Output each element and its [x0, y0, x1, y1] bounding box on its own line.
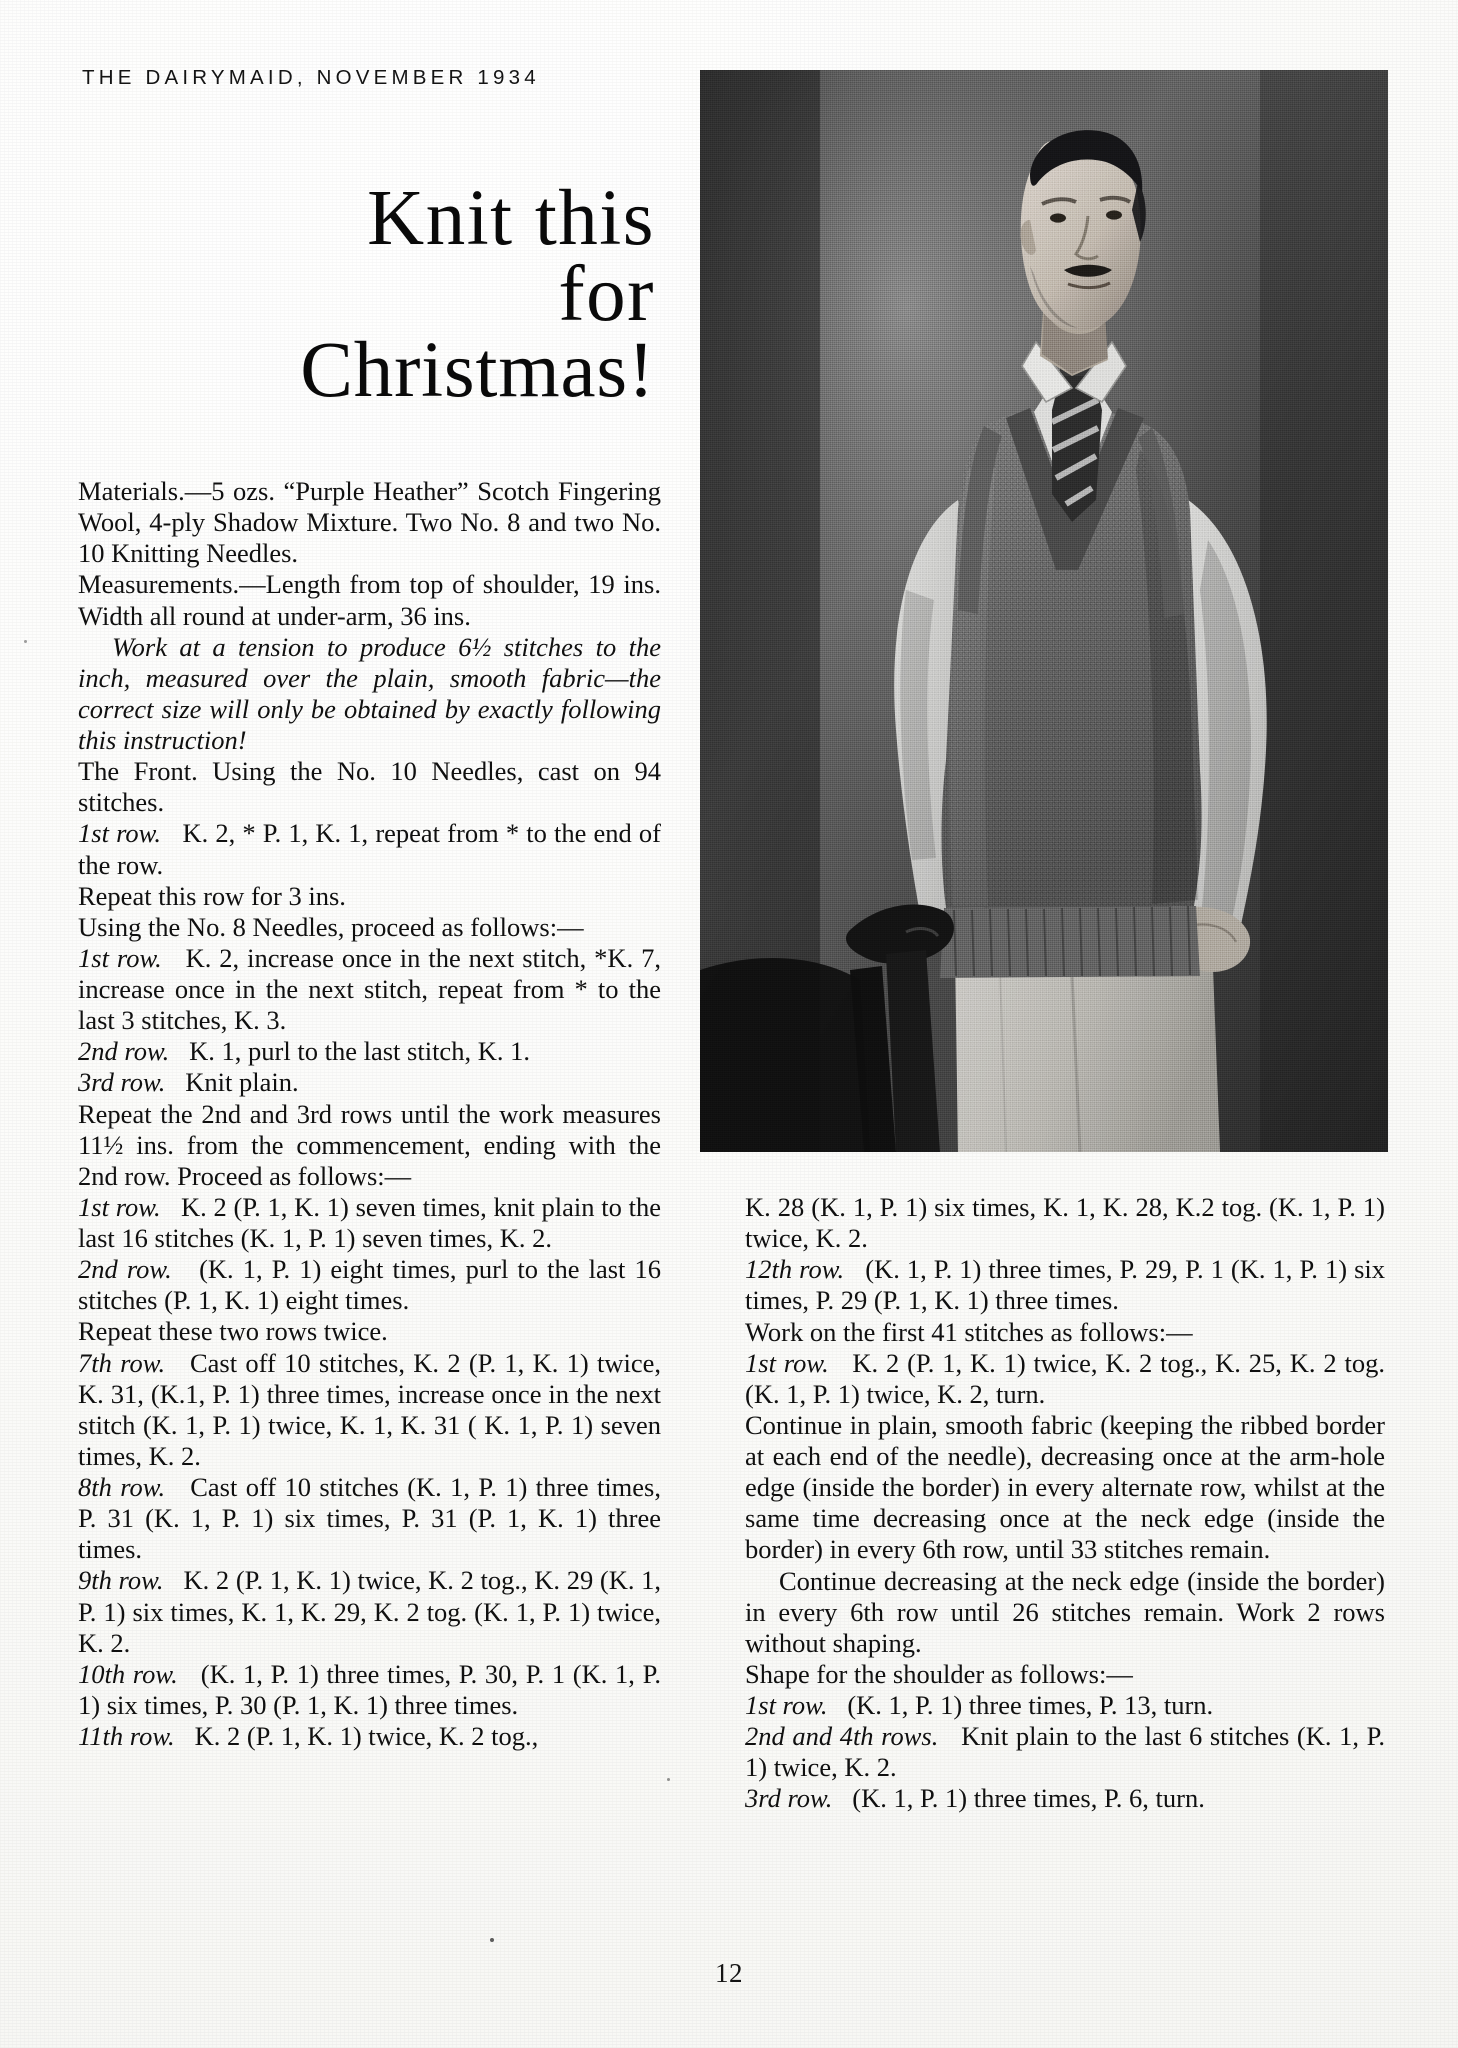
paragraph-repeat-3ins: Repeat this row for 3 ins. [78, 880, 346, 911]
row-label-2b: 2nd row. [78, 1254, 172, 1285]
row-label-3: 3rd row. [78, 1067, 166, 1098]
row-text-1d: K. 2 (P. 1, K. 1) twice, K. 2 tog., K. 25, K. 2 tog. (K. 1, P. 1) twice, K. 2, turn. [745, 1347, 1386, 1409]
row-label-1b: 1st row. [78, 942, 162, 973]
paragraph-row-12 [745, 1254, 1385, 1316]
row-text-3b: (K. 1, P. 1) three times, P. 6, turn. [852, 1783, 1205, 1814]
pullover-photograph [700, 70, 1388, 1152]
paragraph-row-9 [78, 1565, 661, 1658]
headline-line-3: Christmas! [300, 326, 655, 414]
paragraph-repeat-2nd-3rd: Repeat the 2nd and 3rd rows until the work measures 11½ ins. from the commencement, ending with the 2nd row. Proceed as follows:— [78, 1098, 661, 1191]
row-label-12: 12th row. [745, 1254, 845, 1285]
headline-line-2: for [558, 250, 655, 338]
paragraph-row-10 [78, 1659, 661, 1721]
paragraph-no8-needles: Using the No. 8 Needles, proceed as follows:— [78, 911, 584, 942]
scan-speck [490, 1938, 494, 1942]
paragraph-row-1a [78, 818, 661, 880]
paragraph-continue-plain: Continue in plain, smooth fabric (keeping the ribbed border at each end of the needle), decreasing once at the arm-hole edge (inside the border) in every alternate row, whilst at the same time decreasing once at the neck edge (inside the border) in every 6th row, until 33 stitches remain. [745, 1409, 1385, 1565]
paragraph-row-2b [78, 1254, 661, 1316]
paragraph-tension: Work at a tension to produce 6½ stitches to the inch, measured over the plain, smooth fabric—the correct size will only be obtained by exactly following this instruction! [78, 631, 661, 755]
row-label-10: 10th row. [78, 1658, 178, 1689]
paragraph-row-1e [745, 1690, 1385, 1721]
page-number: 12 [715, 1958, 743, 1988]
scan-speck [24, 640, 27, 643]
row-label-3b: 3rd row. [745, 1783, 833, 1814]
scan-speck [667, 1778, 670, 1781]
row-text-2: K. 1, purl to the last stitch, K. 1. [189, 1036, 530, 1067]
left-text-column [78, 476, 661, 1752]
row-label-1a: 1st row. [78, 818, 161, 849]
paragraph-row-1b [78, 943, 661, 1036]
row-label-11: 11th row. [78, 1721, 175, 1751]
row-label-1c: 1st row. [78, 1191, 161, 1222]
running-head: THE DAIRYMAID, NOVEMBER 1934 [82, 66, 540, 89]
row-label-8: 8th row. [78, 1472, 166, 1502]
row-text-2-and-4: Knit plain to the last 6 stitches (K. 1, P. 1) twice, K. 2. [745, 1721, 1386, 1783]
row-text-1b: K. 2, increase once in the next stitch, *K. 7, increase once in the next stitch, repeat from * to the last 3 stitches, K. 3. [78, 942, 662, 1036]
row-label-9: 9th row. [78, 1565, 164, 1596]
row-text-12: (K. 1, P. 1) three times, P. 29, P. 1 (K. 1, P. 1) six times, P. 29 (P. 1, K. 1) three times. [745, 1254, 1386, 1316]
paragraph-repeat-two-rows: Repeat these two rows twice. [78, 1316, 388, 1347]
row-text-11: K. 2 (P. 1, K. 1) twice, K. 2 tog., [194, 1721, 539, 1751]
row-label-1d: 1st row. [745, 1347, 829, 1378]
paragraph-row-8 [78, 1472, 661, 1565]
paragraph-row-11-cont: K. 28 (K. 1, P. 1) six times, K. 1, K. 28, K.2 tog. (K. 1, P. 1) twice, K. 2. [745, 1192, 1385, 1254]
right-text-column [745, 1192, 1385, 1815]
paragraph-row-3b [745, 1783, 1385, 1814]
paragraph-row-11 [78, 1721, 661, 1752]
paragraph-the-front: The Front. Using the No. 10 Needles, cast on 94 stitches. [78, 756, 661, 818]
row-label-2: 2nd row. [78, 1036, 170, 1067]
row-text-3: Knit plain. [185, 1067, 299, 1098]
row-text-1c: K. 2 (P. 1, K. 1) seven times, knit plain to the last 16 stitches (K. 1, P. 1) seven times, K. 2. [78, 1191, 662, 1253]
paragraph-work-first-41: Work on the first 41 stitches as follows:— [745, 1316, 1193, 1347]
paragraph-continue-decreasing: Continue decreasing at the neck edge (inside the border) in every 6th row until 26 stitches remain. Work 2 rows without shaping. [745, 1565, 1385, 1658]
paragraph-materials: Materials.—5 ozs. “Purple Heather” Scotch Fingering Wool, 4-ply Shadow Mixture. Two No. 8 and two No. 10 Knitting Needles. [78, 476, 661, 569]
paragraph-shape-shoulder: Shape for the shoulder as follows:— [745, 1658, 1133, 1689]
paragraph-measurements: Measurements.—Length from top of shoulder, 19 ins. Width all round at under-arm, 36 ins. [78, 569, 661, 631]
row-text-9: K. 2 (P. 1, K. 1) twice, K. 2 tog., K. 29 (K. 1, P. 1) six times, K. 1, K. 29, K. 2 tog. (K. 1, P. 1) twice, K. 2. [78, 1565, 662, 1658]
page-title [150, 174, 655, 414]
row-text-1e: (K. 1, P. 1) three times, P. 13, turn. [847, 1690, 1214, 1720]
row-label-7: 7th row. [78, 1347, 166, 1378]
headline-line-1: Knit this [367, 174, 655, 262]
paragraph-row-1c [78, 1192, 661, 1254]
paragraph-row-1d [745, 1348, 1385, 1410]
paragraph-row-3 [78, 1067, 661, 1098]
row-label-2-and-4: 2nd and 4th rows. [745, 1721, 939, 1752]
paragraph-row-2 [78, 1036, 661, 1067]
row-label-1e: 1st row. [745, 1690, 828, 1720]
row-text-8: Cast off 10 stitches (K. 1, P. 1) three times, P. 31 (K. 1, P. 1) six times, P. 31 (P. 1, K. 1) three times. [78, 1472, 661, 1565]
row-text-7: Cast off 10 stitches, K. 2 (P. 1, K. 1) twice, K. 31, (K.1, P. 1) three times, increase once in the next stitch (K. 1, P. 1) twice, K. 1, K. 31 ( K. 1, P. 1) seven times, K. 2. [78, 1347, 661, 1471]
paragraph-rows-2-and-4 [745, 1721, 1385, 1783]
row-text-1a: K. 2, * P. 1, K. 1, repeat from * to the end of the row. [78, 818, 662, 880]
row-text-2b: (K. 1, P. 1) eight times, purl to the last 16 stitches (P. 1, K. 1) eight times. [78, 1254, 661, 1316]
row-text-10: (K. 1, P. 1) three times, P. 30, P. 1 (K. 1, P. 1) six times, P. 30 (P. 1, K. 1) three times. [78, 1658, 662, 1720]
paragraph-row-7 [78, 1348, 661, 1473]
